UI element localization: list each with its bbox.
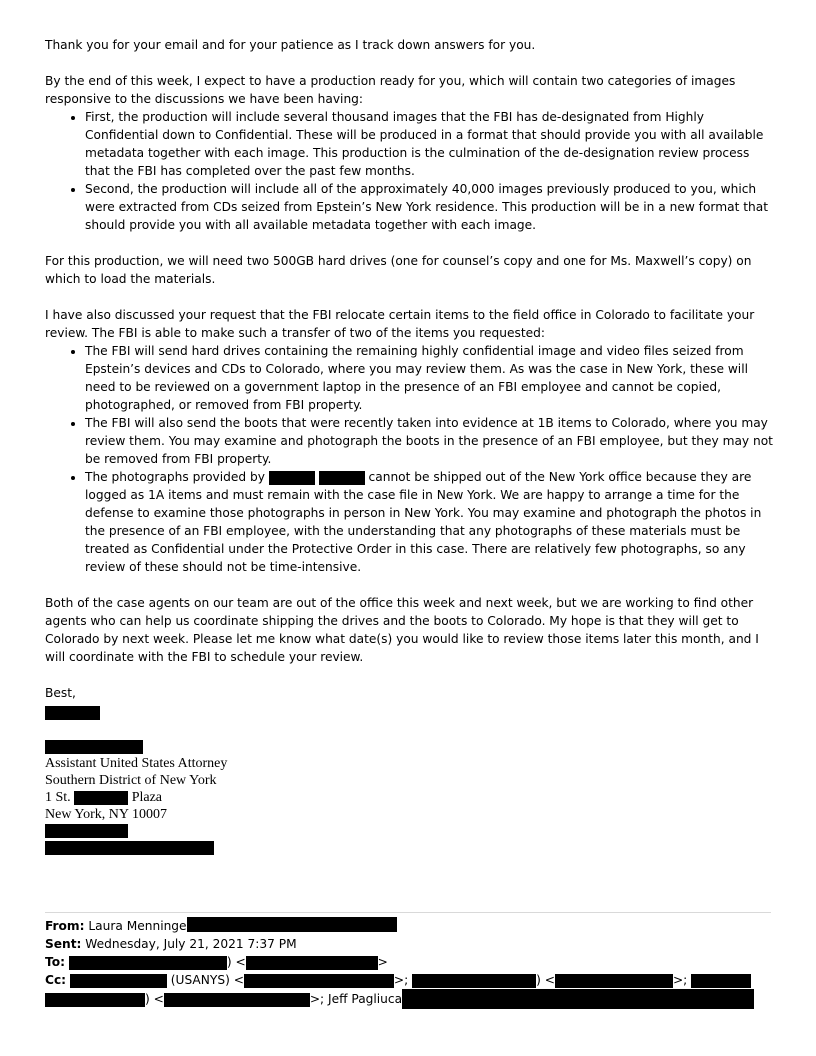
cc-open: ) < (536, 973, 555, 987)
redaction-block (45, 740, 143, 754)
from-name: Laura Menninge (88, 919, 187, 933)
redaction-block (555, 974, 673, 988)
address-suffix: Plaza (131, 790, 163, 805)
list-item-photos (85, 468, 775, 576)
list-item: • Second, the production will include all of the approximately 40,000 images previously produced to you, which were extracted from CDs seized from Epstein’s New York residence. This production will be in a new format that should provide you with all available metadata together with each image. (85, 180, 775, 234)
from-email-link[interactable] (187, 919, 397, 933)
redaction-block (187, 917, 397, 932)
signature-city: New York, NY 10007 (45, 807, 167, 822)
sent-label: Sent: (45, 937, 82, 951)
cc-usanys: (USANYS) < (170, 973, 244, 987)
cc-line (45, 971, 771, 989)
photos-prefix: The photographs provided by (85, 470, 265, 484)
signature-block (45, 738, 775, 857)
signature-name-line (45, 738, 775, 755)
signature-title: Assistant United States Attorney (45, 756, 228, 771)
from-line (45, 917, 771, 935)
drives-paragraph: For this production, we will need two 500GB hard drives (one for counsel’s copy and one for Ms. Maxwell’s copy) on which to load the materials. (45, 254, 752, 286)
redaction-block (74, 791, 128, 805)
redaction-block (45, 706, 100, 720)
sent-value: Wednesday, July 21, 2021 7:37 PM (85, 937, 297, 951)
cc-sep: >; (393, 973, 409, 987)
signature-email-line (45, 840, 775, 857)
redaction-block (246, 956, 378, 970)
greeting-paragraph: Thank you for your email and for your patience as I track down answers for you. (45, 38, 536, 52)
redaction-block (319, 471, 365, 485)
signature-phone-line (45, 823, 775, 840)
redaction-block (691, 974, 751, 988)
spacer (45, 722, 775, 738)
list-item: • The FBI will also send the boots that were recently taken into evidence at 1B items to Colorado, where you may review them. You may examine and photograph the boots in the presence of an FBI employee, but they may not be removed from FBI property. (85, 414, 775, 468)
production-paragraph: By the end of this week, I expect to have a production ready for you, which will contain two categories of images responsive to the discussions we have been having: (45, 74, 736, 106)
list-item: • The FBI will send hard drives containing the remaining highly confidential image and video files seized from Epstein’s devices and CDs to Colorado, where you may review them. As was the case in New York, these will need to be reviewed on a government laptop in the presence of an FBI employee and cannot be copied, photographed, or removed from FBI property. (85, 342, 775, 414)
to-close: > (377, 955, 388, 969)
production-list (45, 108, 775, 234)
address-prefix: 1 St. (45, 790, 71, 805)
cc-sep: >; (672, 973, 688, 987)
to-label: To: (45, 955, 65, 969)
redaction-block (164, 993, 310, 1007)
relocate-list (45, 342, 775, 576)
email-body (45, 36, 775, 857)
to-open: ) < (226, 955, 246, 969)
relocate-paragraph: I have also discussed your request that the FBI relocate certain items to the field office in Colorado to facilitate your review. The FBI is able to make such a transfer of two of the items you requested: (45, 308, 755, 340)
closing: Best, (45, 686, 76, 700)
signature-office: Southern District of New York (45, 773, 217, 788)
cc-line-continued (45, 989, 771, 1009)
redaction-block (244, 974, 394, 988)
sent-line (45, 935, 771, 953)
cc-label: Cc: (45, 973, 67, 987)
redaction-block (45, 841, 214, 855)
cc-sep: >; Jeff Pagliuca (309, 992, 403, 1006)
list-item: • First, the production will include several thousand images that the FBI has de-designated from Highly Confidential down to Confidential. These will be produced in a format that should provide you with all available metadata together with each image. This production is the culmination of the de-designation review process that the FBI has completed over the past few months. (85, 108, 775, 180)
cc-open: ) < (145, 992, 164, 1006)
redaction-block (70, 974, 167, 988)
agents-paragraph: Both of the case agents on our team are out of the office this week and next week, but we are working to find other agents who can help us coordinate shipping the drives and the boots to Colorado. My hope is that they will get to Colorado by next week. Please let me know what date(s) you would like to review those items later this month, and I will coordinate with the FBI to schedule your review. (45, 596, 759, 664)
redaction-block (69, 956, 227, 970)
sender-name-line (45, 704, 775, 722)
to-line (45, 953, 771, 971)
redaction-block (402, 989, 754, 1009)
photos-rest: cannot be shipped out of the New York office because they are logged as 1A items and must remain with the case file in New York. We are happy to arrange a time for the defense to examine those photographs in person in New York. You may examine and photograph the photos in the presence of an FBI employee, with the understanding that any photographs of these materials must be treated as Confidential under the Protective Order in this case. There are relatively few photographs, so any review of these should not be time-intensive. (85, 470, 762, 574)
redaction-block (45, 824, 128, 838)
redaction-block (45, 993, 145, 1007)
from-label: From: (45, 919, 85, 933)
forwarded-header (45, 912, 771, 1009)
redaction-block (412, 974, 536, 988)
signature-address (45, 789, 775, 806)
redaction-block (269, 471, 315, 485)
